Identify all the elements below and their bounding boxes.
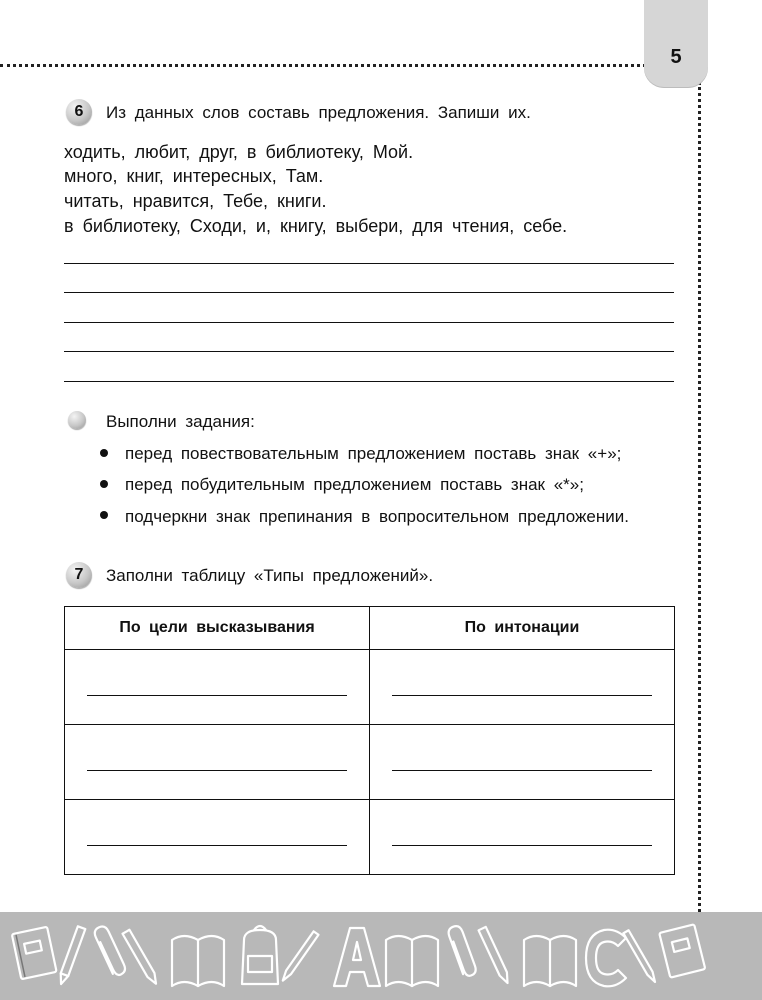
writing-line-1[interactable] <box>64 263 674 264</box>
answer-line[interactable] <box>87 770 347 771</box>
writing-line-5[interactable] <box>64 381 674 382</box>
pen-icon <box>623 930 657 983</box>
open-book-icon <box>172 936 224 986</box>
answer-line[interactable] <box>87 695 347 696</box>
column-header-purpose: По цели высказывания <box>65 607 370 650</box>
decorative-footer <box>0 912 762 1000</box>
answer-line[interactable] <box>87 845 347 846</box>
sentence-types-table <box>64 606 675 875</box>
task-item-2: перед побудительным предложением поставь знак «*»; <box>125 475 584 494</box>
letter-a-icon <box>334 928 380 986</box>
top-dotted-border <box>0 64 646 67</box>
table-cell[interactable] <box>370 650 675 725</box>
task-7-instruction: Заполни таблицу «Типы предложений». <box>106 566 434 585</box>
answer-line[interactable] <box>392 770 652 771</box>
right-dotted-border <box>698 82 701 912</box>
table-cell[interactable] <box>65 800 370 875</box>
pen-icon <box>280 931 318 982</box>
table-cell[interactable] <box>65 725 370 800</box>
writing-line-2[interactable] <box>64 292 674 293</box>
paperclip-icon <box>447 924 478 978</box>
open-book-icon <box>386 936 438 986</box>
pencil-icon <box>123 930 160 986</box>
task-6-instruction: Из данных слов составь предложения. Запиши их. <box>106 103 531 122</box>
letter-c-icon <box>586 930 626 987</box>
table-row <box>65 725 675 800</box>
word-set-2: много, книг, интересных, Там. <box>64 166 324 186</box>
task-6-badge: 6 <box>66 99 92 125</box>
bullet-dot <box>100 480 108 488</box>
backpack-icon <box>242 926 278 984</box>
bullet-dot <box>100 449 108 457</box>
bullet-dot <box>100 511 108 519</box>
pencil-icon <box>57 926 85 985</box>
table-cell[interactable] <box>370 725 675 800</box>
tasks-block-heading: Выполни задания: <box>106 412 255 431</box>
table-row <box>65 800 675 875</box>
table-header-row <box>65 607 675 650</box>
answer-line[interactable] <box>392 845 652 846</box>
task-item-1: перед повествовательным предложением поставь знак «+»; <box>125 444 622 463</box>
table-row <box>65 650 675 725</box>
page-number: 5 <box>670 46 682 68</box>
table-cell[interactable] <box>370 800 675 875</box>
word-set-1: ходить, любит, друг, в библиотеку, Мой. <box>64 142 414 162</box>
word-set-3: читать, нравится, Тебе, книги. <box>64 191 327 211</box>
tasks-block-badge <box>68 411 86 429</box>
open-book-icon <box>524 936 576 986</box>
task-7-badge: 7 <box>66 562 92 588</box>
column-header-intonation: По интонации <box>370 607 675 650</box>
word-set-4: в библиотеку, Сходи, и, книгу, выбери, для чтения, себе. <box>64 216 568 236</box>
table-cell[interactable] <box>65 650 370 725</box>
paperclip-icon <box>93 924 128 977</box>
writing-line-4[interactable] <box>64 351 674 352</box>
notebook-icon <box>12 927 57 979</box>
answer-line[interactable] <box>392 695 652 696</box>
writing-line-3[interactable] <box>64 322 674 323</box>
notebook-icon <box>659 924 705 977</box>
task-item-3: подчеркни знак препинания в вопросительном предложении. <box>125 507 629 526</box>
pencil-icon <box>479 927 512 985</box>
page-number-tab <box>644 0 708 88</box>
